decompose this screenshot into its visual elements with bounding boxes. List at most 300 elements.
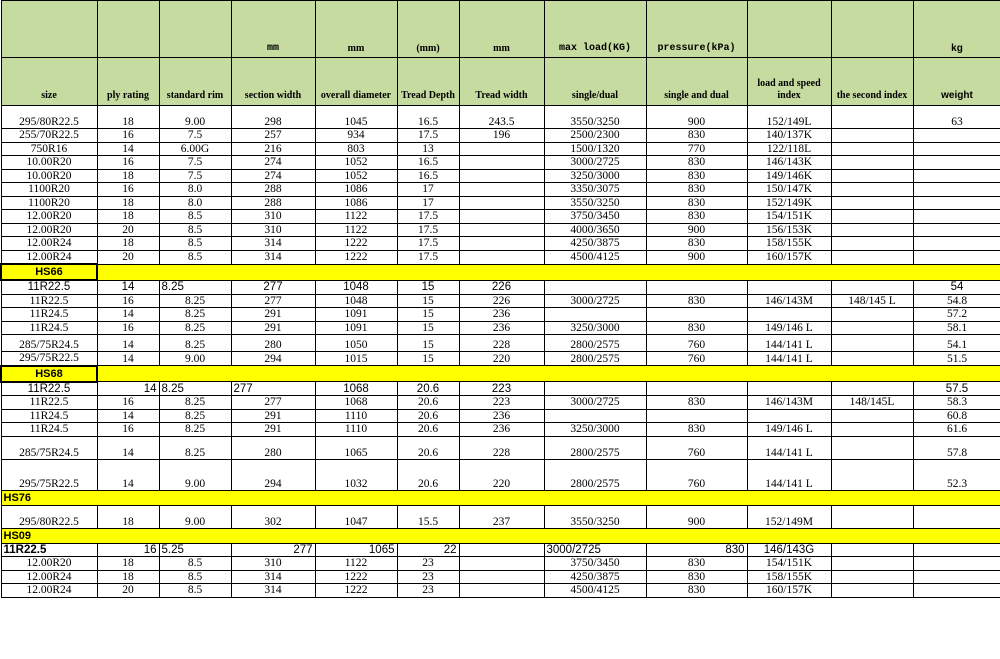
- table-cell: 9.00: [159, 106, 231, 129]
- table-cell: 23: [397, 570, 459, 584]
- table-cell: 8.5: [159, 250, 231, 264]
- table-cell: 2800/2575: [544, 436, 646, 459]
- table-cell: 14: [97, 335, 159, 352]
- table-cell: 57.8: [913, 436, 1000, 459]
- table-cell: 3550/3250: [544, 196, 646, 210]
- table-cell: 11R22.5: [1, 396, 97, 410]
- unit-cell: [831, 1, 913, 58]
- header-section-width: section width: [231, 58, 315, 106]
- table-cell: 8.25: [159, 423, 231, 437]
- table-cell: 8.5: [159, 237, 231, 251]
- table-cell: 13: [397, 142, 459, 156]
- table-cell: 146/143G: [747, 543, 831, 557]
- table-row: [1, 352, 1000, 366]
- table-cell: 274: [231, 156, 315, 170]
- table-row: [1, 169, 1000, 183]
- table-cell: 51.5: [913, 352, 1000, 366]
- table-cell: [831, 570, 913, 584]
- unit-cell: (mm): [397, 1, 459, 58]
- table-cell: 149/146K: [747, 169, 831, 183]
- table-cell: 150/147K: [747, 183, 831, 197]
- table-cell: 1091: [315, 308, 397, 322]
- table-cell: 2500/2300: [544, 129, 646, 143]
- table-cell: 236: [459, 423, 544, 437]
- table-cell: [831, 183, 913, 197]
- table-row: [1, 280, 1000, 294]
- table-cell: [459, 250, 544, 264]
- table-cell: 3550/3250: [544, 505, 646, 528]
- table-cell: 291: [231, 423, 315, 437]
- table-cell: 20.6: [397, 409, 459, 423]
- table-row: [1, 156, 1000, 170]
- table-cell: 61.6: [913, 423, 1000, 437]
- table-cell: [747, 308, 831, 322]
- table-cell: 1100R20: [1, 183, 97, 197]
- table-cell: 1122: [315, 223, 397, 237]
- table-cell: 14: [97, 308, 159, 322]
- table-row: [1, 196, 1000, 210]
- table-cell: 9.00: [159, 505, 231, 528]
- table-cell: 803: [315, 142, 397, 156]
- table-cell: [646, 382, 747, 396]
- table-cell: 1091: [315, 321, 397, 335]
- table-cell: 18: [97, 169, 159, 183]
- table-cell: 14: [97, 436, 159, 459]
- table-cell: 216: [231, 142, 315, 156]
- table-cell: 12.00R20: [1, 223, 97, 237]
- table-cell: [831, 308, 913, 322]
- table-row: [1, 396, 1000, 410]
- table-cell: [913, 237, 1000, 251]
- table-cell: [459, 570, 544, 584]
- table-cell: 196: [459, 129, 544, 143]
- table-cell: 16: [97, 321, 159, 335]
- table-cell: 17.5: [397, 237, 459, 251]
- unit-cell: mm: [315, 1, 397, 58]
- table-cell: 6.00G: [159, 142, 231, 156]
- table-cell: [831, 156, 913, 170]
- table-cell: 154/151K: [747, 210, 831, 224]
- table-cell: 8.5: [159, 223, 231, 237]
- table-cell: 243.5: [459, 106, 544, 129]
- table-cell: 291: [231, 321, 315, 335]
- unit-cell: max load(KG): [544, 1, 646, 58]
- table-cell: 314: [231, 584, 315, 598]
- table-cell: 144/141 L: [747, 436, 831, 459]
- table-cell: 57.2: [913, 308, 1000, 322]
- table-cell: [913, 584, 1000, 598]
- table-cell: [544, 280, 646, 294]
- table-cell: 10.00R20: [1, 156, 97, 170]
- table-cell: 54.8: [913, 294, 1000, 308]
- table-cell: [459, 210, 544, 224]
- section-row: [1, 264, 1000, 280]
- table-row: [1, 335, 1000, 352]
- table-cell: 900: [646, 223, 747, 237]
- table-row: [1, 308, 1000, 322]
- table-cell: 8.5: [159, 570, 231, 584]
- unit-cell: mm: [231, 1, 315, 58]
- table-cell: 146/143K: [747, 156, 831, 170]
- table-cell: [831, 584, 913, 598]
- table-cell: 830: [646, 294, 747, 308]
- table-cell: 1086: [315, 183, 397, 197]
- table-cell: 288: [231, 196, 315, 210]
- section-fill: [97, 366, 1000, 382]
- table-cell: 3750/3450: [544, 210, 646, 224]
- table-cell: 14: [97, 409, 159, 423]
- table-cell: 294: [231, 352, 315, 366]
- table-cell: 2800/2575: [544, 335, 646, 352]
- table-cell: 760: [646, 352, 747, 366]
- table-cell: 16: [97, 183, 159, 197]
- table-cell: 15: [397, 352, 459, 366]
- unit-cell: [97, 1, 159, 58]
- table-cell: 52.3: [913, 459, 1000, 490]
- table-cell: 8.25: [159, 436, 231, 459]
- table-cell: 830: [646, 129, 747, 143]
- table-row: [1, 423, 1000, 437]
- table-cell: 156/153K: [747, 223, 831, 237]
- table-row: [1, 557, 1000, 571]
- table-cell: [913, 142, 1000, 156]
- table-cell: 1086: [315, 196, 397, 210]
- table-cell: [459, 156, 544, 170]
- table-cell: 1047: [315, 505, 397, 528]
- table-cell: 8.0: [159, 183, 231, 197]
- table-cell: 830: [646, 570, 747, 584]
- table-cell: 1222: [315, 570, 397, 584]
- unit-cell: [747, 1, 831, 58]
- table-cell: 295/80R22.5: [1, 106, 97, 129]
- table-cell: [831, 459, 913, 490]
- table-cell: 236: [459, 409, 544, 423]
- table-cell: [459, 237, 544, 251]
- unit-cell: mm: [459, 1, 544, 58]
- table-cell: 60.8: [913, 409, 1000, 423]
- table-cell: 1065: [315, 436, 397, 459]
- table-cell: 1110: [315, 423, 397, 437]
- table-cell: [747, 409, 831, 423]
- table-cell: 314: [231, 250, 315, 264]
- table-row: [1, 210, 1000, 224]
- unit-cell: [159, 1, 231, 58]
- table-cell: 4250/3875: [544, 570, 646, 584]
- table-cell: 11R22.5: [1, 543, 97, 557]
- table-cell: 152/149M: [747, 505, 831, 528]
- table-cell: 1110: [315, 409, 397, 423]
- table-cell: 160/157K: [747, 250, 831, 264]
- table-cell: [831, 169, 913, 183]
- table-cell: 4500/4125: [544, 250, 646, 264]
- table-cell: [831, 543, 913, 557]
- table-cell: 140/137K: [747, 129, 831, 143]
- units-row: [1, 1, 1000, 58]
- table-cell: 236: [459, 321, 544, 335]
- table-cell: 8.25: [159, 382, 231, 396]
- table-cell: 4250/3875: [544, 237, 646, 251]
- table-cell: [831, 280, 913, 294]
- table-cell: 15: [397, 294, 459, 308]
- table-cell: 14: [97, 352, 159, 366]
- table-cell: 144/141 L: [747, 352, 831, 366]
- table-cell: 20: [97, 223, 159, 237]
- table-cell: 8.25: [159, 308, 231, 322]
- table-cell: 1052: [315, 169, 397, 183]
- table-cell: 7.5: [159, 129, 231, 143]
- table-cell: [913, 250, 1000, 264]
- table-cell: 11R24.5: [1, 423, 97, 437]
- table-cell: 8.25: [159, 294, 231, 308]
- table-cell: [831, 436, 913, 459]
- table-cell: 22: [397, 543, 459, 557]
- table-cell: 3750/3450: [544, 557, 646, 571]
- table-cell: 58.1: [913, 321, 1000, 335]
- header-tread-width: Tread width: [459, 58, 544, 106]
- table-cell: 900: [646, 250, 747, 264]
- table-cell: 1068: [315, 396, 397, 410]
- table-row: [1, 584, 1000, 598]
- table-cell: 158/155K: [747, 237, 831, 251]
- table-cell: 146/143M: [747, 396, 831, 410]
- section-fill: [97, 264, 1000, 280]
- table-cell: [831, 223, 913, 237]
- table-cell: 3350/3075: [544, 183, 646, 197]
- table-cell: 148/145 L: [831, 294, 913, 308]
- table-cell: 226: [459, 294, 544, 308]
- table-cell: 830: [646, 557, 747, 571]
- table-row: [1, 505, 1000, 528]
- table-cell: 12.00R24: [1, 584, 97, 598]
- section-label: HS76: [1, 490, 1000, 505]
- unit-cell: pressure(kPa): [646, 1, 747, 58]
- table-cell: 310: [231, 557, 315, 571]
- table-cell: 277: [231, 280, 315, 294]
- table-cell: 274: [231, 169, 315, 183]
- table-cell: 8.25: [159, 396, 231, 410]
- table-cell: 23: [397, 584, 459, 598]
- unit-cell: [1, 1, 97, 58]
- table-cell: 149/146 L: [747, 423, 831, 437]
- table-cell: 14: [97, 142, 159, 156]
- unit-cell: kg: [913, 1, 1000, 58]
- table-cell: [831, 250, 913, 264]
- section-label: HS68: [1, 366, 97, 382]
- table-cell: 18: [97, 106, 159, 129]
- table-cell: 1048: [315, 280, 397, 294]
- table-cell: 277: [231, 382, 315, 396]
- table-row: [1, 223, 1000, 237]
- table-cell: 314: [231, 237, 315, 251]
- table-cell: 18: [97, 557, 159, 571]
- table-cell: [459, 183, 544, 197]
- table-cell: 18: [97, 210, 159, 224]
- table-row: [1, 142, 1000, 156]
- table-cell: 16: [97, 396, 159, 410]
- section-row: [1, 366, 1000, 382]
- table-cell: [459, 223, 544, 237]
- table-cell: 830: [646, 321, 747, 335]
- table-cell: 16: [97, 156, 159, 170]
- table-cell: 830: [646, 237, 747, 251]
- table-cell: [831, 237, 913, 251]
- table-cell: 8.25: [159, 321, 231, 335]
- table-cell: 257: [231, 129, 315, 143]
- table-cell: 830: [646, 156, 747, 170]
- table-row: [1, 183, 1000, 197]
- table-cell: 1032: [315, 459, 397, 490]
- table-cell: 830: [646, 183, 747, 197]
- table-cell: 16: [97, 129, 159, 143]
- table-cell: 11R24.5: [1, 321, 97, 335]
- table-cell: 8.25: [159, 335, 231, 352]
- table-cell: 314: [231, 570, 315, 584]
- table-cell: 236: [459, 308, 544, 322]
- table-row: [1, 237, 1000, 251]
- table-cell: 3250/3000: [544, 169, 646, 183]
- table-cell: 144/141 L: [747, 335, 831, 352]
- table-cell: 11R22.5: [1, 294, 97, 308]
- table-cell: 3250/3000: [544, 423, 646, 437]
- table-cell: 18: [97, 196, 159, 210]
- table-cell: 291: [231, 308, 315, 322]
- table-row: [1, 543, 1000, 557]
- table-cell: 280: [231, 335, 315, 352]
- table-cell: [459, 584, 544, 598]
- table-cell: [646, 280, 747, 294]
- table-cell: [459, 557, 544, 571]
- table-cell: 770: [646, 142, 747, 156]
- table-cell: 18: [97, 505, 159, 528]
- table-cell: 8.5: [159, 210, 231, 224]
- table-cell: 310: [231, 210, 315, 224]
- table-cell: 16.5: [397, 169, 459, 183]
- table-cell: 1100R20: [1, 196, 97, 210]
- table-cell: [913, 196, 1000, 210]
- table-cell: 149/146 L: [747, 321, 831, 335]
- table-cell: 288: [231, 183, 315, 197]
- table-cell: 8.5: [159, 557, 231, 571]
- table-cell: [913, 570, 1000, 584]
- table-cell: 1122: [315, 557, 397, 571]
- table-cell: 10.00R20: [1, 169, 97, 183]
- table-cell: 16.5: [397, 106, 459, 129]
- table-cell: [913, 210, 1000, 224]
- table-cell: 5.25: [159, 543, 231, 557]
- table-cell: 228: [459, 436, 544, 459]
- table-cell: 11R22.5: [1, 382, 97, 396]
- table-cell: [913, 129, 1000, 143]
- table-cell: 17: [397, 183, 459, 197]
- table-cell: 223: [459, 396, 544, 410]
- table-cell: 14: [97, 459, 159, 490]
- table-cell: [646, 409, 747, 423]
- table-cell: 122/118L: [747, 142, 831, 156]
- table-cell: 1068: [315, 382, 397, 396]
- table-cell: 3000/2725: [544, 543, 646, 557]
- table-cell: 220: [459, 352, 544, 366]
- table-cell: 16: [97, 423, 159, 437]
- table-cell: [747, 382, 831, 396]
- table-cell: 17.5: [397, 250, 459, 264]
- table-cell: 900: [646, 505, 747, 528]
- header-ply-rating: ply rating: [97, 58, 159, 106]
- table-cell: 17.5: [397, 210, 459, 224]
- table-cell: 1048: [315, 294, 397, 308]
- table-cell: 1050: [315, 335, 397, 352]
- table-cell: 9.00: [159, 352, 231, 366]
- table-cell: 900: [646, 106, 747, 129]
- header-weight: weight: [913, 58, 1000, 106]
- section-label: HS66: [1, 264, 97, 280]
- table-cell: 220: [459, 459, 544, 490]
- table-cell: [831, 505, 913, 528]
- table-cell: [831, 142, 913, 156]
- table-row: [1, 106, 1000, 129]
- table-cell: 18: [97, 570, 159, 584]
- table-cell: 760: [646, 459, 747, 490]
- table-cell: 15: [397, 321, 459, 335]
- table-row: [1, 436, 1000, 459]
- table-cell: 152/149L: [747, 106, 831, 129]
- header-tread-depth: Tread Depth: [397, 58, 459, 106]
- table-cell: [913, 223, 1000, 237]
- table-cell: 291: [231, 409, 315, 423]
- table-cell: 3000/2725: [544, 294, 646, 308]
- table-cell: 830: [646, 584, 747, 598]
- table-cell: 20.6: [397, 459, 459, 490]
- table-cell: [831, 382, 913, 396]
- table-cell: 1015: [315, 352, 397, 366]
- table-cell: 20.6: [397, 382, 459, 396]
- table-cell: 15: [397, 308, 459, 322]
- table-cell: 154/151K: [747, 557, 831, 571]
- table-cell: 285/75R24.5: [1, 335, 97, 352]
- table-cell: 63: [913, 106, 1000, 129]
- table-cell: 158/155K: [747, 570, 831, 584]
- table-cell: 14: [97, 382, 159, 396]
- table-cell: 4000/3650: [544, 223, 646, 237]
- table-cell: [831, 557, 913, 571]
- table-row: [1, 570, 1000, 584]
- table-row: [1, 129, 1000, 143]
- header-load-speed-index: load and speed index: [747, 58, 831, 106]
- table-cell: 934: [315, 129, 397, 143]
- table-cell: [646, 308, 747, 322]
- table-row: [1, 459, 1000, 490]
- table-cell: 1122: [315, 210, 397, 224]
- table-cell: 237: [459, 505, 544, 528]
- table-cell: 57.5: [913, 382, 1000, 396]
- table-row: [1, 321, 1000, 335]
- table-cell: 3550/3250: [544, 106, 646, 129]
- table-cell: [913, 183, 1000, 197]
- table-cell: 12.00R20: [1, 210, 97, 224]
- table-cell: 760: [646, 335, 747, 352]
- table-cell: 58.3: [913, 396, 1000, 410]
- table-cell: [459, 543, 544, 557]
- table-cell: 1045: [315, 106, 397, 129]
- table-cell: [459, 142, 544, 156]
- header-single-dual: single/dual: [544, 58, 646, 106]
- table-cell: 277: [231, 294, 315, 308]
- table-row: [1, 409, 1000, 423]
- table-cell: 15.5: [397, 505, 459, 528]
- table-cell: 12.00R24: [1, 570, 97, 584]
- table-cell: 20: [97, 250, 159, 264]
- table-cell: 750R16: [1, 142, 97, 156]
- table-cell: 310: [231, 223, 315, 237]
